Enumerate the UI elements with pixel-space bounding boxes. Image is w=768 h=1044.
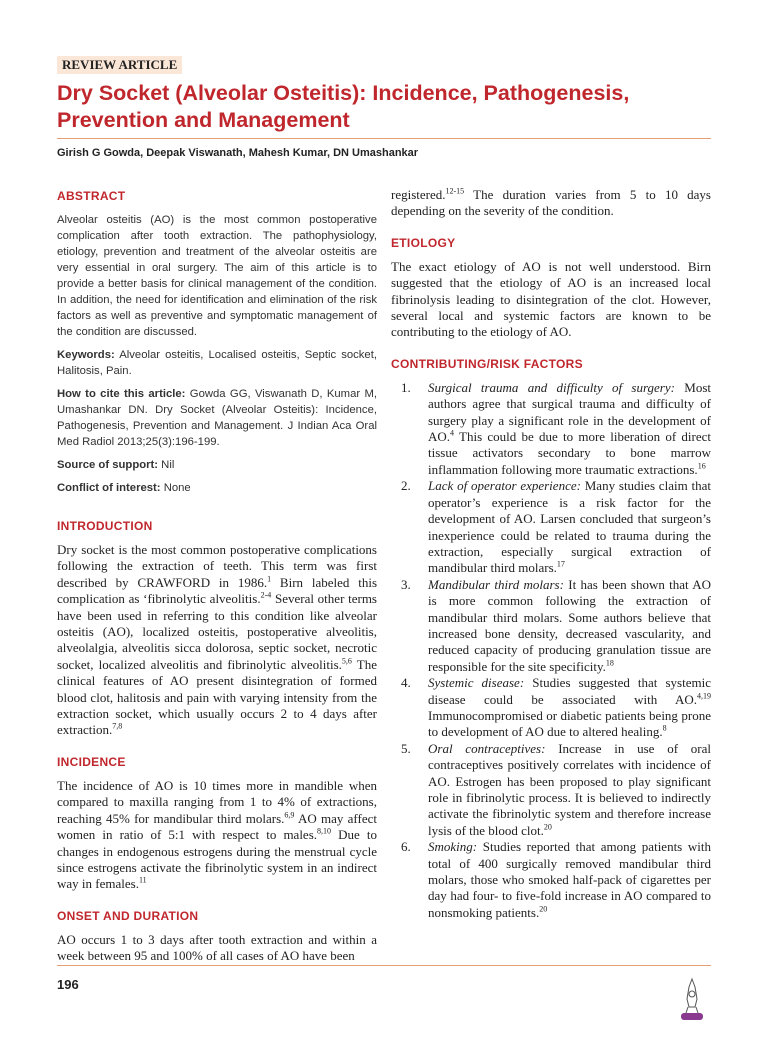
conflict-of-interest bbox=[57, 480, 377, 496]
page-footer bbox=[57, 974, 711, 1024]
keywords-label: Keywords: bbox=[57, 349, 115, 361]
item-number: 4. bbox=[401, 675, 411, 691]
item-text: Increase in use of oral contraceptives positively correlates with incidence of AO. Estrogen has been proposed to play significant role in fibrinolytic process. It is believed to indirectly activate the fibrinolytic system and therefore increase lysis of the blood clot. bbox=[428, 740, 711, 838]
risk-factor-item bbox=[391, 741, 711, 839]
text-run: Due to changes in endogenous estrogens during the menstrual cycle since estrogens activate the fibrinolytic system in an indirect way in females. bbox=[57, 827, 377, 892]
etiology-text bbox=[391, 259, 711, 341]
support-value: Nil bbox=[158, 459, 175, 471]
risk-factor-item bbox=[391, 577, 711, 675]
risk-factors-list bbox=[391, 380, 711, 921]
etiology-heading: ETIOLOGY bbox=[391, 235, 456, 250]
incidence-text bbox=[57, 778, 377, 893]
item-text: This could be due to more liberation of direct tissue activators secondary to bone marrow inflammation following more traumatic extractions. bbox=[428, 429, 711, 477]
keywords bbox=[57, 347, 377, 379]
article-title: Dry Socket (Alveolar Osteitis): Incidence, Pathogenesis, Prevention and Management bbox=[57, 81, 630, 132]
introduction-text bbox=[57, 542, 377, 739]
abstract-body bbox=[57, 212, 377, 496]
support-label: Source of support: bbox=[57, 459, 159, 471]
page-number: 196 bbox=[57, 976, 79, 992]
text-run: The duration varies from 5 to 10 days depending on the severity of the condition. bbox=[391, 187, 711, 219]
journal-logo bbox=[680, 977, 704, 1021]
risk-factors-heading: CONTRIBUTING/RISK FACTORS bbox=[391, 356, 583, 371]
cite-value: Gowda GG, Viswanath D, Kumar M, Umashankar DN. Dry Socket (Alveolar Osteitis): Incidence, Pathogenesis, Prevention and Management. J Indian Aca Oral Med Radiol 2013;25(3):196-199. bbox=[57, 388, 377, 448]
article-type-tag: REVIEW ARTICLE bbox=[57, 56, 182, 74]
item-text: Studies suggested that systemic disease could be associated with AO. bbox=[428, 675, 711, 707]
incidence-heading: INCIDENCE bbox=[57, 754, 126, 769]
risk-factor-item bbox=[391, 478, 711, 576]
text-run: Several other terms have been used in referring to this condition like alveolar osteitis (AO), localized osteitis, postoperative alveolitis, alveolalgia, alveolitis sicca dolorosa, septic socket, necrotic socket, localized alveolitis and fibrinolytic alveolitis. bbox=[57, 591, 377, 672]
item-number: 5. bbox=[401, 740, 411, 756]
citation-superscript: 4,19 bbox=[697, 691, 711, 701]
citation-superscript: 7,8 bbox=[112, 722, 123, 732]
author-list: Girish G Gowda, Deepak Viswanath, Mahesh Kumar, DN Umashankar bbox=[57, 147, 419, 159]
cite-label: How to cite this article: bbox=[57, 388, 186, 400]
citation-superscript: 17 bbox=[556, 559, 565, 569]
conflict-value: None bbox=[160, 482, 191, 494]
abstract-heading: ABSTRACT bbox=[57, 189, 126, 203]
citation-superscript: 8,10 bbox=[317, 826, 332, 836]
right-column bbox=[391, 186, 712, 965]
citation-superscript: 8 bbox=[662, 724, 667, 734]
article-body bbox=[57, 186, 712, 965]
item-text: It has been shown that AO is more common following the extraction of mandibular third molars. Some authors believe that increased bone density, decreased vascularity, and reduced capacity of producing granulation tissue are responsible for the site specificity. bbox=[428, 576, 712, 674]
citation bbox=[57, 386, 377, 450]
title-divider bbox=[57, 138, 711, 139]
citation-superscript: 1 bbox=[267, 574, 272, 584]
risk-factor-item bbox=[391, 380, 711, 478]
item-number: 1. bbox=[401, 379, 411, 395]
text-run: registered. bbox=[391, 187, 446, 202]
item-text: Studies reported that among patients with total of 400 surgically removed mandibular third molars, those who smoked half-pack of cigarettes per day had four- to five-fold increase in AO compared to nonsmoking patients. bbox=[428, 839, 711, 920]
text-run: Dry socket is the most common postoperative complications following the extraction of teeth. This term was first described by CRAWFORD in 1986. bbox=[57, 542, 377, 590]
citation-superscript: 2-4 bbox=[260, 590, 272, 600]
item-title: Oral contraceptives: bbox=[428, 740, 546, 756]
onset-heading: ONSET AND DURATION bbox=[57, 908, 199, 923]
onset-text bbox=[57, 932, 377, 965]
introduction-heading: INTRODUCTION bbox=[57, 519, 153, 533]
abstract-text: Alveolar osteitis (AO) is the most common postoperative complication after tooth extraction. The pathophysiology, etiology, prevention and treatment of the alveolar osteitis are very essential in oral surgery. The aim of this article is to provide a better basis for clinical management of the condition. In addition, the need for identification and elimination of the risk factors as well as preventive and symptomatic management of the condition are discussed. bbox=[57, 214, 377, 338]
citation-superscript: 6,9 bbox=[284, 810, 295, 820]
text-run: The incidence of AO is 10 times more in mandible when compared to maxilla ranging from 1 to 4% of extractions, reaching 45% for mandibular third molars. bbox=[57, 777, 377, 826]
text-run: Birn labeled this complication as ‘fibrinolytic alveolitis. bbox=[57, 574, 378, 607]
text-run: The clinical features of AO present disintegration of formed blood clot, halitosis and pain with varying intensity from the extraction socket, which usually occurs 2 to 4 days after extraction. bbox=[57, 656, 378, 738]
left-column bbox=[57, 189, 377, 965]
keywords-value: Alveolar osteitis, Localised osteitis, Septic socket, Halitosis, Pain. bbox=[57, 349, 377, 377]
item-title: Systemic disease: bbox=[428, 675, 525, 691]
item-text: Immunocompromised or diabetic patients being prone to development of AO due to altered healing. bbox=[428, 707, 711, 740]
footer-divider bbox=[57, 965, 711, 966]
text-run: AO occurs 1 to 3 days after tooth extraction and within a week between 95 and 100% of all cases of AO have been bbox=[57, 931, 377, 964]
abstract-section bbox=[57, 189, 377, 503]
item-number: 6. bbox=[401, 839, 411, 855]
item-number: 2. bbox=[401, 478, 411, 494]
item-title: Lack of operator experience: bbox=[428, 478, 581, 494]
citation-superscript: 12-15 bbox=[445, 186, 465, 196]
risk-factor-item bbox=[391, 839, 711, 921]
item-title: Surgical trauma and difficulty of surgery: bbox=[428, 379, 675, 395]
item-text: Many studies claim that operator’s experience is a risk factor for the development of AO. Larsen concluded that surgeon’s inexperience could be related to trauma during the extraction, especially surgical extraction of mandibular third molars. bbox=[428, 478, 711, 576]
citation-superscript: 11 bbox=[138, 875, 147, 885]
citation-superscript: 18 bbox=[605, 658, 614, 668]
citation-superscript: 20 bbox=[543, 822, 552, 832]
citation-superscript: 4 bbox=[450, 428, 455, 438]
item-title: Mandibular third molars: bbox=[428, 576, 564, 592]
text-run: The exact etiology of AO is not well understood. Birn suggested that the etiology of AO is an increased local fibrinolysis leading to disintegration of the clot. However, several local and systemic factors are known to be contributing to the etiology of AO. bbox=[391, 258, 711, 340]
item-number: 3. bbox=[401, 576, 411, 592]
onset-text-continued bbox=[391, 187, 711, 220]
source-of-support bbox=[57, 457, 377, 473]
citation-superscript: 20 bbox=[539, 904, 548, 914]
text-run: AO may affect women in ratio of 5:1 with respect to males. bbox=[57, 810, 377, 843]
citation-superscript: 16 bbox=[697, 461, 706, 471]
citation-superscript: 5,6 bbox=[341, 656, 352, 666]
item-text: Most authors agree that surgical trauma and difficulty of surgery play a significant role in the development of AO. bbox=[428, 379, 711, 445]
item-title: Smoking: bbox=[428, 839, 478, 855]
conflict-label: Conflict of interest: bbox=[57, 482, 161, 494]
risk-factor-item bbox=[391, 675, 711, 741]
